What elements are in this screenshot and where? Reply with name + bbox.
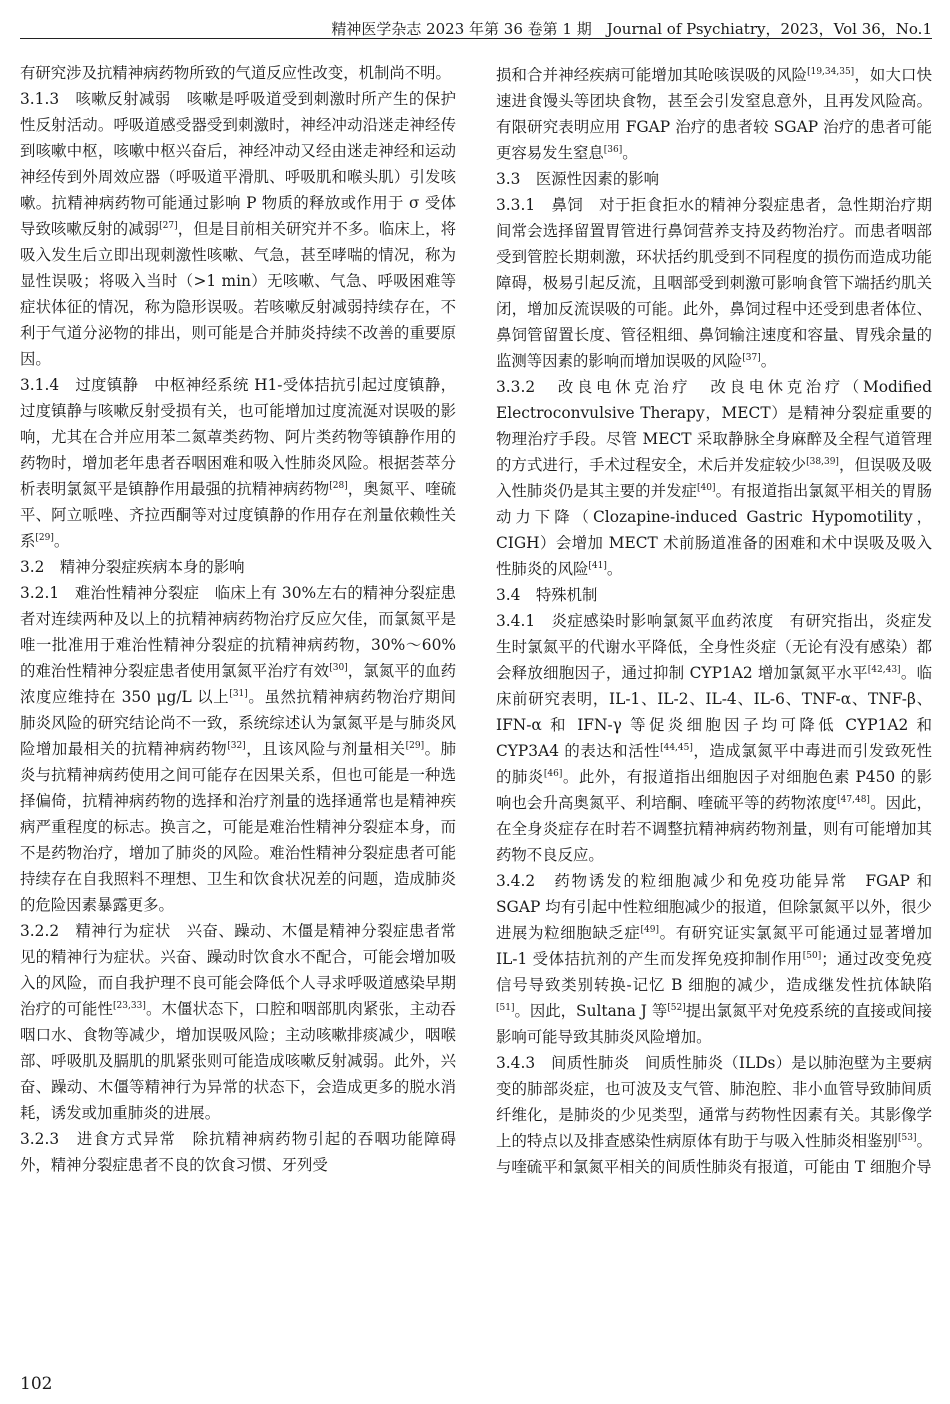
paragraph-3-2-2: 3.2.2 精神行为症状 兴奋、躁动、木僵是精神分裂症患者常见的精神行为症状。兴奋、躁动时饮食水不配合，可能会增加吸入的风险，而自我护理不良可能会降低个人寻求呼吸道感染早期治疗的可能性[23,33]。木僵状态下，口腔和咽部肌肉紧张，主动吞咽口水、食物等减少，增加误吸风险；主动咳嗽排痰减少，咽喉部、呼吸肌及膈肌的肌紧张则可能造成咳嗽反射减弱。此外，兴奋、躁动、木僵等精神行为异常的状态下，会造成更多的脱水消耗，诱发或加重肺炎的进展。 [20, 922, 456, 1122]
paragraph-3-3-1: 3.3.1 鼻饲 对于拒食拒水的精神分裂症患者，急性期治疗期间常会选择留置胃管进行鼻饲营养支持及药物治疗。而患者咽部受到管腔长期刺激，环状括约肌受到不同程度的损伤而造成功能障碍，极易引起反流，且咽部受到刺激可影响食管下端括约肌关闭，增加反流误吸的可能。此外，鼻饲过程中还受到患者体位、鼻饲管留置长度、管径粗细、鼻饲输注速度和容量、胃残余量的监测等因素的影响而增加误吸的风险[37]。 [496, 196, 932, 370]
paragraph: 有研究涉及抗精神病药物所致的气道反应性改变，机制尚不明。 [20, 64, 451, 82]
right-column [496, 62, 932, 1180]
section-heading-3-3: 3.3 医源性因素的影响 [496, 170, 659, 188]
section-heading-3-2: 3.2 精神分裂症疾病本身的影响 [20, 558, 245, 576]
paragraph-3-2-3: 3.2.3 进食方式异常 除抗精神病药物引起的吞咽功能障碍外，精神分裂症患者不良的饮食习惯、牙列受 [20, 1130, 456, 1174]
paragraph-3-4-2: 3.4.2 药物诱发的粒细胞减少和免疫功能异常 FGAP 和 SGAP 均有引起中性粒细胞减少的报道，但除氯氮平以外，很少进展为粒细胞缺乏症[49]。有研究证实氯氮平可能通过显著增加 IL-1 受体拮抗剂的产生而发挥免疫抑制作用[50]；通过改变免疫信号导致类别转换-记忆 B 细胞的减少，造成继发性抗体缺陷[51]。因此，Sultana J 等[52]提出氯氮平对免疫系统的直接或间接影响可能导致其肺炎风险增加。 [496, 872, 932, 1046]
paragraph-3-1-4: 3.1.4 过度镇静 中枢神经系统 H1-受体拮抗引起过度镇静，过度镇静与咳嗽反射受损有关，也可能增加过度流涎对误吸的影响，尤其在合并应用苯二氮䓬类药物、阿片类药物等镇静作用的药物时，增加老年患者吞咽困难和吸入性肺炎风险。根据荟萃分析表明氯氮平是镇静作用最强的抗精神病药物[28]，奥氮平、喹硫平、阿立哌唑、齐拉西酮等对过度镇静的作用存在剂量依赖性关系[29]。 [20, 376, 456, 550]
section-heading-3-4: 3.4 特殊机制 [496, 586, 598, 604]
paragraph-3-1-3: 3.1.3 咳嗽反射减弱 咳嗽是呼吸道受到刺激时所产生的保护性反射活动。呼吸道感受器受到刺激时，神经冲动沿迷走神经传到咳嗽中枢，咳嗽中枢兴奋后，神经冲动又经由迷走神经和运动神经传到外周效应器（呼吸道平滑肌、呼吸肌和喉头肌）引发咳嗽。抗精神病药物可能通过影响 P 物质的释放或作用于 σ 受体导致咳嗽反射的减弱[27]，但是目前相关研究并不多。临床上，将吸入发生后立即出现刺激性咳嗽、气急，甚至哮喘的情况，称为显性误吸；将吸入当时（>1 min）无咳嗽、气急、呼吸困难等症状体征的情况，称为隐形误吸。若咳嗽反射减弱持续存在，不利于气道分泌物的排出，则可能是合并肺炎持续不改善的重要原因。 [20, 90, 456, 368]
running-header [20, 0, 932, 39]
paragraph-3-4-1: 3.4.1 炎症感染时影响氯氮平血药浓度 有研究指出，炎症发生时氯氮平的代谢水平降低，全身性炎症（无论有没有感染）都会释放细胞因子，通过抑制 CYP1A2 增加氯氮平水平[42,43]。临床前研究表明，IL-1、IL-2、IL-4、IL-6、TNF-α、TNF-β、IFN-α 和 IFN-γ 等促炎细胞因子均可降低 CYP1A2 和 CYP3A4 的表达和活性[44,45]，造成氯氮平中毒进而引发致死性的肺炎[46]。此外，有报道指出细胞因子对细胞色素 P450 的影响也会升高奥氮平、利培酮、喹硫平等的药物浓度[47,48]。因此，在全身炎症存在时若不调整抗精神病药物剂量，则有可能增加其药物不良反应。 [496, 612, 932, 864]
page-number: 102 [20, 1374, 53, 1394]
paragraph-3-2-1: 3.2.1 难治性精神分裂症 临床上有 30%左右的精神分裂症患者对连续两种及以上的抗精神病药物治疗反应欠佳，而氯氮平是唯一批准用于难治性精神分裂症的抗精神病药物，30%～60%的难治性精神分裂症患者使用氯氮平治疗有效[30]，氯氮平的血药浓度应维持在 350 μg/L 以上[31]。虽然抗精神病药物治疗期间肺炎风险的研究结论尚不一致，系统综述认为氯氮平是与肺炎风险增加最相关的抗精神病药物[32]，且该风险与剂量相关[29]。肺炎与抗精神病药使用之间可能存在因果关系，但也可能是一种选择偏倚，抗精神病药物的选择和治疗剂量的选择通常也是精神疾病严重程度的标志。换言之，可能是难治性精神分裂症本身，而不是药物治疗，增加了肺炎的风险。难治性精神分裂症患者可能持续存在自我照料不理想、卫生和饮食状况差的问题，造成肺炎的危险因素暴露更多。 [20, 584, 456, 914]
left-column [20, 60, 456, 1178]
running-title: 精神医学杂志 2023 年第 36 卷第 1 期 Journal of Psychiatry，2023，Vol 36，No.1 [331, 20, 932, 38]
paragraph-3-3-2: 3.3.2 改良电休克治疗 改良电休克治疗（Modified Electroconvulsive Therapy，MECT）是精神分裂症重要的物理治疗手段。尽管 MECT 采取静脉全身麻醉及全程气道管理的方式进行，手术过程安全，术后并发症较少[38,39]，但误吸及吸入性肺炎仍是其主要的并发症[40]。有报道指出氯氮平相关的胃肠动力下降（Clozapine-induced Gastric Hypomotility，CIGH）会增加 MECT 术前肠道准备的困难和术中误吸及吸入性肺炎的风险[41]。 [496, 378, 932, 578]
paragraph: 损和合并神经疾病可能增加其呛咳误吸的风险[19,34,35]，如大口快速进食馒头等团块食物，甚至会引发窒息意外，且再发风险高。有限研究表明应用 FGAP 治疗的患者较 SGAP 治疗的患者可能更容易发生窒息[36]。 [496, 66, 932, 162]
paragraph-3-4-3: 3.4.3 间质性肺炎 间质性肺炎（ILDs）是以肺泡壁为主要病变的肺部炎症，也可波及支气管、肺泡腔、非小血管导致肺间质纤维化，是肺炎的少见类型，通常与药物性因素有关。其影像学上的特点以及排查感染性病原体有助于与吸入性肺炎相鉴别[53]。与喹硫平和氯氮平相关的间质性肺炎有报道，可能由 T 细胞介导 [496, 1054, 932, 1176]
